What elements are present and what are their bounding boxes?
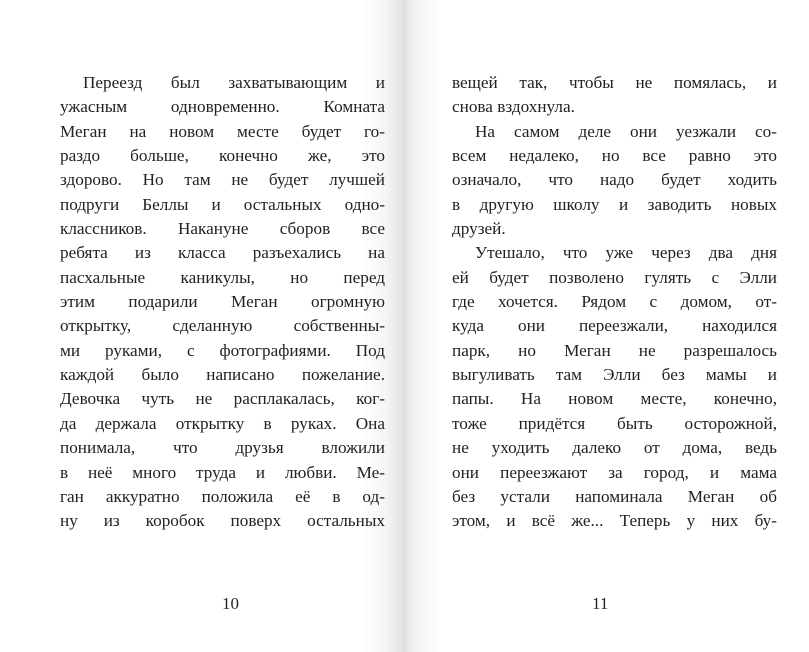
text-line: этим подарили Меган огромную [60,292,385,312]
text-line: пасхальные каникулы, но перед [60,267,385,287]
text-line: куда они переезжали, находился [452,316,777,336]
text-line: они переезжают за город, и мама [452,462,777,482]
text-line: вещей так, чтобы не помялась, и [452,73,777,92]
text-line: не уходить далеко от дома, ведь [452,438,777,458]
text-line: Утешало, что уже через два дня [475,243,777,263]
text-line: этом, и всё же... Теперь у них бу- [452,511,777,531]
page-number: 10 [222,594,239,613]
text-line: ган аккуратно положила её в од- [60,486,385,506]
text-line: в другую школу и заводить новых [452,194,777,214]
text-line: без устали напоминала Меган об [452,486,777,506]
text-line: всем недалеко, но все равно это [452,146,777,166]
text-line: понимала, что друзья вложили [60,438,385,458]
right-page [402,0,809,652]
text-line: да держала открытку в руках. Она [60,413,385,433]
text-line: ей будет позволено гулять с Элли [452,267,777,287]
text-line: папы. На новом месте, конечно, [452,389,777,409]
text-line: где хочется. Рядом с домом, от- [452,292,777,312]
text-line: На самом деле они уезжали со- [475,121,777,141]
text-line: раздо больше, конечно же, это [60,146,385,166]
text-line: Меган на новом месте будет го- [60,121,385,141]
text-line: тоже придётся быть осторожной, [452,413,777,433]
page-number: 11 [592,594,609,613]
text-line: снова вздохнула. [452,97,575,117]
text-line: классников. Накануне сборов все [60,219,385,239]
text-line: означало, что надо будет ходить [452,170,777,190]
text-line: ребята из класса разъехались на [60,243,385,263]
text-line: в неё много труда и любви. Ме- [60,462,385,482]
text-line: Переезд был захватывающим и [83,73,385,92]
text-line: ми руками, с фотографиями. Под [60,340,385,360]
text-line: ужасным одновременно. Комната [60,97,385,117]
page-text [452,71,777,534]
text-line: открытку, сделанную собственны- [60,316,385,336]
text-line: подруги Беллы и остальных одно- [60,194,385,214]
text-line: Девочка чуть не расплакалась, ког- [60,389,385,409]
text-line: ну из коробок поверх остальных [60,511,385,531]
left-page [0,0,402,652]
page-text [60,71,385,534]
text-line: парк, но Меган не разрешалось [452,340,777,360]
text-line: выгуливать там Элли без мамы и [452,365,777,385]
text-line: здорово. Но там не будет лучшей [60,170,385,190]
text-line: друзей. [452,219,506,239]
text-line: каждой было написано пожелание. [60,365,385,385]
